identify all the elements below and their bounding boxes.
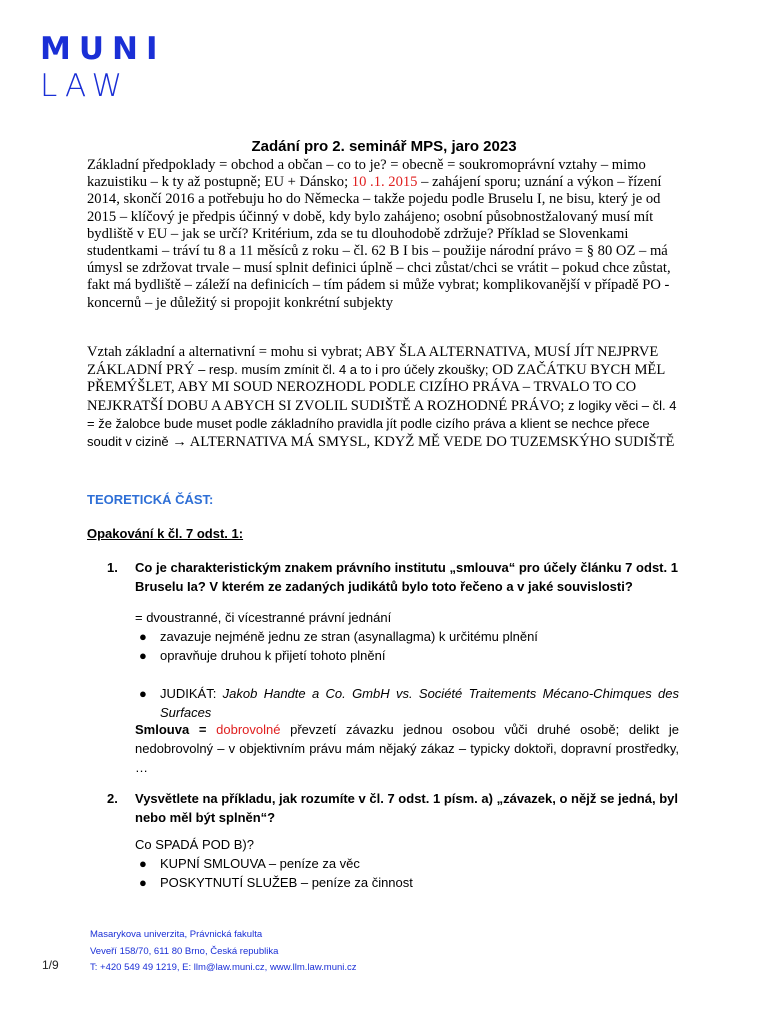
relation-paragraph <box>87 344 679 451</box>
bullet-icon: ● <box>139 856 147 871</box>
muni-law-logo <box>40 31 166 104</box>
intro-paragraph <box>87 157 679 312</box>
document-title: Zadání pro 2. seminář MPS, jaro 2023 <box>251 138 517 155</box>
footer-line-address: Veveří 158/70, 611 80 Brno, Česká republika <box>90 945 279 957</box>
judikat-label: JUDIKÁT: <box>160 686 217 701</box>
bullet-icon: ● <box>139 875 147 890</box>
question-2-text: Vysvětlete na příkladu, jak rozumíte v čl. 7 odst. 1 písm. a) „závazek, o nějž se jedná, byl nebo měl být splněn“? <box>135 791 678 825</box>
bullet-icon: ● <box>139 686 147 701</box>
question-2 <box>107 789 678 827</box>
list-item <box>135 854 679 873</box>
intro-text-b: – zahájení sporu; uznání a výkon – řízení 2014, skončí 2016 a potřebuju ho do Německa – takže pojedu podle Bruselu I, ne bisu, který je od 2015 – klíčový je předpis účinný v době, kdy bylo zahájeno; osobní působnostžalovaný musí mít bydliště v EU – jak se určí? Kritérium, zda se tu dlouhodobě zdržuje? Příklad se Slovenkami studentkami – tráví tu 8 a 11 měsíců z roku – čl. 62 B I bis – použije národní právo = § 80 OZ – má úmysl se zdržovat trvale – musí splnit definici úplně – chci zůstat/chci se vrátit – pokud chce zůstat, fakt má bydliště – záleží na definicích – tím pádem si může vybrat; komplikovanější v případě PO - koncernů – je důležitý si propojit konkrétní subjekty <box>87 174 671 311</box>
footer-address <box>90 927 357 977</box>
footer-line-contact: T: +420 549 49 1219, E: llm@law.muni.cz, www.llm.law.muni.cz <box>90 962 357 973</box>
answer-2-intro: Co SPADÁ POD B)? <box>135 837 254 852</box>
note-text-b: převzetí závazku jednou osobou vůči druhé osobě; delikt je nedobrovolný – v objektivním právu mám nějaký zákaz – typicky doktoři, dopravní prostředky, … <box>135 722 679 775</box>
bullet-icon: ● <box>139 648 147 663</box>
logo-line-muni: MUNI <box>40 31 166 67</box>
question-2-number: 2. <box>107 791 118 806</box>
subheading: Opakování k čl. 7 odst. 1: <box>87 526 244 541</box>
list-item <box>135 873 679 892</box>
list-item <box>135 627 679 646</box>
answer-1-note <box>135 720 679 777</box>
question-1 <box>107 558 678 596</box>
footer-line-institution: Masarykova univerzita, Právnická fakulta <box>90 929 263 940</box>
list-item-judikat <box>135 684 679 722</box>
answer-1 <box>135 608 679 722</box>
relation-text-e: → ALTERNATIVA MÁ SMYSL, KDYŽ MĚ VEDE DO TUZEMSKÝHO SUDIŠTĚ <box>168 434 675 451</box>
page-number: 1/9 <box>42 958 59 972</box>
relation-text-a: Vztah základní a alternativní = mohu si vybrat; ABY ŠLA ALTERNATIVA, MUSÍ JÍT NEJPRVE ZÁKLADNÍ PRÝ <box>87 344 659 379</box>
judikat-text: Jakob Handte a Co. GmbH vs. Société Traitements Mécano-Chimques des Surfaces <box>160 686 679 720</box>
relation-text-d: z logiky věci – čl. 4 = že žalobce bude muset podle základního pravidla jít podle cizího práva a klient se nechce přece soudit v cizině <box>87 397 677 450</box>
list-item <box>135 646 679 665</box>
relation-text-b: – resp. musím zmínit čl. 4 a to i pro účely zkoušky; <box>198 362 489 378</box>
question-1-text: Co je charakteristickým znakem právního institutu „smlouva“ pro účely článku 7 odst. 1 Bruselu Ia? V kterém ze zadaných judikátů bylo toto řečeno a v jaké souvislosti? <box>135 560 678 594</box>
note-red-word: dobrovolné <box>216 722 281 737</box>
intro-date: 10 .1. 2015 <box>351 174 418 191</box>
answer-2 <box>135 835 679 892</box>
question-1-number: 1. <box>107 560 118 575</box>
intro-text-a: Základní předpoklady = obchod a občan – co to je? = obecně = soukromoprávní vztahy – mimo kazuistiku – k ty až postupně; EU + Dánsko; <box>87 157 646 191</box>
relation-text-c: OD ZAČÁTKU BYCH MĚL PŘEMÝŠLET, ABY MI SOUD NEROZHODL PODLE CIZÍHO PRÁVA – TRVALO TO CO NEJKRATŠÍ DOBU A ABYCH SI ZVOLIL SUDIŠTĚ A ROZHODNÉ PRÁVO; <box>87 362 665 414</box>
logo-line-law: LAW <box>40 68 130 104</box>
section-heading: TEORETICKÁ ČÁST: <box>87 492 214 507</box>
bullet-text: zavazuje nejméně jednu ze stran (asynallagma) k určitému plnění <box>160 629 538 644</box>
note-text-a: Smlouva = <box>135 722 217 737</box>
answer-1-intro: = dvoustranné, či vícestranné právní jednání <box>135 610 392 625</box>
bullet-text: opravňuje druhou k přijetí tohoto plnění <box>160 648 386 663</box>
bullet-text: POSKYTNUTÍ SLUŽEB – peníze za činnost <box>160 875 413 890</box>
bullet-text: KUPNÍ SMLOUVA – peníze za věc <box>160 856 360 871</box>
bullet-icon: ● <box>139 629 147 644</box>
